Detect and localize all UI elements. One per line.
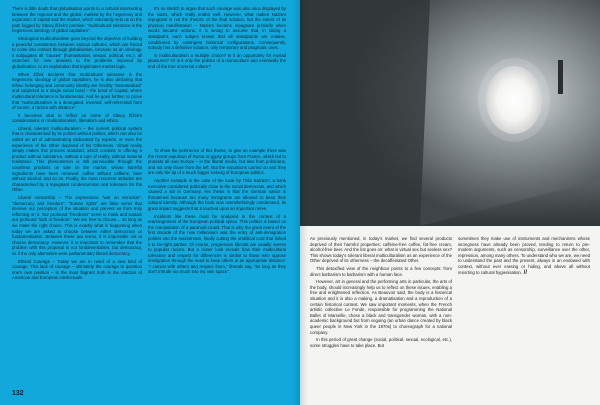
- paragraph: When Žižek declares that multicultural tolerance is the hegemonic ideology of global capitalism, he is also declaring that ethnic belonging and community identity are forcibly "essentialised" and subjected to a single social bond – the bond of Capital, where multicultural tolerance is fundamental. And he goes further, to prove that "multiculturalism is a denegated, inverted, self-referential form of racism, a racism with distance".: [12, 71, 142, 111]
- paragraph: As previously mentioned, in today's market, we find several products deprived of their harmful properties: caffeine-free coffee, fat-free cream, alcohol-free beer. And the list goes on: what is virtual sex but sexless sex? This shows today's tolerant liberal multiculturalism as an experience of the Other deprived of its otherness – the decaffeinated Other.: [310, 236, 452, 264]
- paragraph: It's no stretch to argue that such courage was also once displayed by the Nazis, which really ended well. However, what makes Nazism repugnant is not the rhetoric of the final solution, but the extent of its physical manifestation – Nazism became repugnant primarily when words became actions. It is wrong to assume that, in taking a standpoint, each subject knows that all standpoints are relative, conditioned by contingent historical configurations. Consequently, nobody has a definitive solution, only temporary and pragmatic ones.: [148, 6, 286, 51]
- paragraph: In this period of great change (social, political, sexual, ecological, etc.), some struggles have to take place. But: [310, 337, 452, 348]
- right-column-1: [310, 236, 452, 396]
- paragraph: However, art in general and the performing arts in particular, the arts of the body, should increasingly help us to reflect on these issues, enabling a free and enlightened reflection. As Beauvoir said, the body is a historical situation and it is also a making, a dramatisation and a reproduction of a certain historical context. We saw important moments, when the French artistic collective Le Fonde, responsible for programming the National Ballet of Marseille, chose a black and transgender woman, with a non-academic background but from voguing (an urban dance created by black queer people in New York in the 1970s) to choreograph for a national company.: [310, 279, 452, 335]
- paragraph: This detoxified view of the neighbour points to a few concepts: from direct barbarism to barbarism with a human face.: [310, 265, 452, 277]
- left-column-2: [148, 6, 286, 146]
- paragraph: There is little doubt that globalisation points to a cultural intersecting between the regional and the global, marked by the hegemony and expansion of capital and the market, which voluntarily sets us on the path fogged by Slavoj Žižek's premise: "multicultural tolerance is the hegemonic ideology of global capitalism".: [12, 6, 142, 34]
- paragraph: Incidents like these must be analysed in the context of a rearrangement of the European political space. This politics is based on the manipulation of a paranoid crowd. That is why the great event of the first decade of the new millennium was the entry of anti-immigration politics into the mainstream, finally cutting the umbilical cord that linked it to far-right parties. Of course, progressive liberals are usually averse to populist racism. But a closer look reveals how their multicultural tolerance and respect for differences is similar to those who oppose immigration through the need to keep others at an appropriate distance: "I coexist with others and respect them," liberals say, "as long as they don't intrude too much into my own space".: [148, 213, 286, 275]
- left-column-1: [12, 6, 142, 390]
- end-mark: //: [522, 269, 528, 276]
- paragraph: To show the pertinence of this theme, to give an example there was the recent expulsion of Roma or gypsy groups from France, which led to protests all over Europe – in the liberal media, but also from politicians, and not only those from the left. But the expulsions carried on and they are only the tip of a much bigger iceberg of European politics.: [148, 148, 286, 176]
- paragraph: sometimes they make use of instruments and mechanisms whose wrongness have already been proved, tending to return to pre-modern arguments, such as censorship, surveillance over the other, repression, among many others. To understand who we are, we need to understand the past and the present, always in an endowed with context, without ever erasing or hiding, and above all without resorting to cultural hygienisation. //: [458, 236, 590, 276]
- right-column-2: [458, 236, 590, 296]
- paragraph: Liberal, tolerant multiculturalism – the current political system that is characterised by its politics without politics, which can also be called an art of administrating elaborated by experts, or even the experience of the Other deprived of his Otherness. Virtual reality simply makes this process standard, which consists in offering a product without substance, without a core of reality, without material resistance. This phenomenon is still perceivable through the countless products on sale on the market, whose harmful ingredients have been removed: coffee without caffeine, beer without alcohol, and so on. Finally, the most recurrent attitudes are characterised by a repugnant condescension and tolerance for the Other.: [12, 125, 142, 193]
- page-number: 132: [12, 390, 24, 397]
- paragraph: Ethical Courage – Today we are in need of a new kind of courage. This lack of courage – ultimately the courage to question one's own position – is the most flagrant truth in the reaction of American and European intellectuals.: [12, 258, 142, 281]
- paragraph: Liberal censorship – The expressions "war on terrorism", "democracy and freedom", "human rights" are false terms that deceive our perception of the situation and prevent us from truly reflecting on it. Our profound "freedoms" serve to mask and sustain our profound "lack of freedom". We are free to choose… as long as we make the right choice. This is exactly what is happening when today we are asked to choose between either democracy or fundamentalism. Between these two terms, it is impossible not to choose democracy. However, it is important to remember that the problem with this proposal is not fundamentalism, but democracy, as if the only alternative were parliamentary liberal democracy.: [12, 195, 142, 256]
- paragraph: Another example is the case of the book by Thilo Sarrazin, a bank executive considered politically close to the social democrats, and which caused a stir in Germany. His thesis is that the German nation is threatened because too many immigrants are allowed to keep their cultural identity. Although the book was overwhelmingly condemned, its great impact suggests that it touched upon an important nerve.: [148, 177, 286, 211]
- gutter-shadow: [292, 0, 308, 405]
- left-column-3: [148, 148, 286, 390]
- paragraph: Ideological multiculturalism goes beyond the objective of building a peaceful coexistence between various cultures, which are forced to come into contact through globalisation, because as an ideology, it subjugates all "causes" (humanitarian, sexual, political, etc.), all searches for new answers to the problems imposed by globalisation, to an exploitation that legitimates market logic.: [12, 35, 142, 69]
- photo-illustration: [300, 0, 600, 226]
- wall-sconce-photo: [300, 0, 600, 226]
- paragraph: It becomes vital to reflect on some of Slavoj Žižek's considerations on multiculturalism, liberalism and ethics.: [12, 112, 142, 124]
- paragraph: Is multiculturalism a multiple choice? Is it an opportunity for myriad pleasures? Or is it only the politics of a monoculture and eventually the end of the true universal culture?: [148, 52, 286, 69]
